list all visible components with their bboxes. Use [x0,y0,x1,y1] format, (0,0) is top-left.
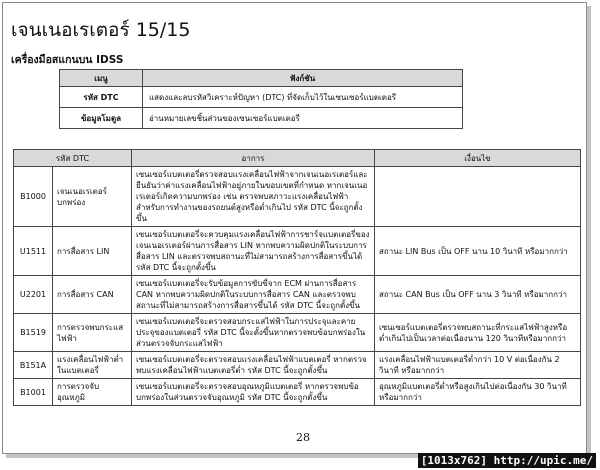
watermark-label: [1013x762] http://upic.me/ [418,453,596,468]
dtc-symptom: เซนเซอร์แบตเตอรี่จะควบคุมแรงเคลื่อนไฟฟ้าการชาร์จแบตเตอรี่ของเจนเนอเรเตอร์ผ่านการสื่อสาร LIN หากพบความผิดปกติในระบบการสื่อสาร LIN และตรวจพบสถานะที่ไม่สามารถสร้างการสื่อสารขึ้นได้ รหัส DTC นี้จะถูกตั้งขึ้น [132,227,375,276]
table-row [14,314,581,352]
dtc-description: การตรวจจับอุณหภูมิ [53,379,132,406]
function-header: ฟังก์ชัน [143,70,463,87]
menu-table-header [60,70,463,87]
dtc-symptom: เซนเซอร์แบตเตอรี่จะรับข้อมูลการขับขี่จาก ECM ผ่านการสื่อสาร CAN หากพบความผิดปกติในระบบการสื่อสาร CAN และตรวจพบสถานะที่ไม่สามารถสร้างการสื่อสารขึ้นได้ รหัส DTC นี้จะถูกตั้งขึ้น [132,276,375,314]
dtc-code: B1001 [14,379,53,406]
table-row [14,167,581,227]
dtc-description: การตรวจพบกระแสไฟฟ้า [53,314,132,352]
menu-cell: รหัส DTC [60,87,143,108]
dtc-condition: เซนเซอร์แบตเตอรี่ตรวจพบสถานะที่กระแสไฟฟ้าสูงหรือต่ำเกินไปเป็นเวลาต่อเนื่องนาน 120 วินาทีหรือมากกว่า [375,314,581,352]
dtc-description: การสื่อสาร CAN [53,276,132,314]
dtc-condition [375,167,581,227]
menu-cell: ข้อมูลโมดูล [60,108,143,129]
page-title: เจนเนอเรเตอร์ 15/15 [11,19,191,41]
dtc-condition: แรงเคลื่อนไฟฟ้าแบตเตอรี่ต่ำกว่า 10 V ต่อเนื่องกัน 2 วินาที หรือมากกว่า [375,352,581,379]
dtc-description: เจนเนอเรเตอร์บกพร่อง [53,167,132,227]
menu-header: เมนู [60,70,143,87]
document-page [2,2,587,454]
condition-header: เงื่อนไข [375,150,581,167]
dtc-code-header: รหัส DTC [14,150,132,167]
table-row [14,227,581,276]
dtc-symptom: เซนเซอร์แบตเตอรี่จะตรวจสอบอุณหภูมิแบตเตอรี่ หากตรวจพบข้อบกพร่องในส่วนตรวจจับอุณหภูมิ รหัส DTC นี้จะถูกตั้งขึ้น [132,379,375,406]
dtc-table-header [14,150,581,167]
dtc-condition: อุณหภูมิแบตเตอรี่ต่ำหรือสูงเกินไปต่อเนื่องกัน 30 วินาที หรือมากกว่า [375,379,581,406]
table-row [60,87,463,108]
dtc-symptom: เซนเซอร์แบตเตอรี่จะตรวจสอบกระแสไฟฟ้าในการประจุและคายประจุของแบตเตอรี่ รหัส DTC นี้จะตั้งขึ้นหากตรวจพบข้อบกพร่องในส่วนตรวจจับกระแสไฟฟ้า [132,314,375,352]
section-title: เครื่องมือสแกนบน IDSS [11,54,124,66]
dtc-code: U1511 [14,227,53,276]
dtc-condition: สถานะ LIN Bus เป็น OFF นาน 10 วินาที หรือมากกว่า [375,227,581,276]
function-cell: อ่านหมายเลขชิ้นส่วนของเซนเซอร์แบตเตอรี [143,108,463,129]
dtc-code: B1519 [14,314,53,352]
dtc-symptom: เซนเซอร์แบตเตอรี่จะตรวจสอบแรงเคลื่อนไฟฟ้าแบตเตอรี่ หากตรวจพบแรงเคลื่อนไฟฟ้าแบตเตอรี่ต่ำ รหัส DTC นี้จะถูกตั้งขึ้น [132,352,375,379]
function-cell: แสดงและลบรหัสวิเคราะห์ปัญหา (DTC) ที่จัดเก็บไว้ในเซนเซอร์แบตเตอรี [143,87,463,108]
dtc-code: B151A [14,352,53,379]
menu-table [59,69,463,129]
table-row [14,352,581,379]
dtc-symptom: เซนเซอร์แบตเตอรี่ตรวจสอบแรงเคลื่อนไฟฟ้าจากเจนเนอเรเตอร์และยืนยันว่าค่าแรงเคลื่อนไฟฟ้าอยู่ภายในขอบเขตที่กำหนด หากเจนเนอเรเตอร์เกิดความบกพร่อง เช่น ตรวจพบสภาวะแรงเคลื่อนไฟฟ้าสำหรับการทำงานของรถยนต์สูงหรือต่ำเกินไป รหัส DTC นี้จะถูกตั้งขึ้น [132,167,375,227]
dtc-condition: สถานะ CAN Bus เป็น OFF นาน 3 วินาที หรือมากกว่า [375,276,581,314]
dtc-table [13,149,581,406]
table-row [14,379,581,406]
symptom-header: อาการ [132,150,375,167]
table-row [14,276,581,314]
table-row [60,108,463,129]
dtc-code: U2201 [14,276,53,314]
dtc-description: การสื่อสาร LIN [53,227,132,276]
dtc-description: แรงเคลื่อนไฟฟ้าต่ำในแบตเตอรี่ [53,352,132,379]
dtc-code: B1000 [14,167,53,227]
page-number: 28 [296,431,310,444]
